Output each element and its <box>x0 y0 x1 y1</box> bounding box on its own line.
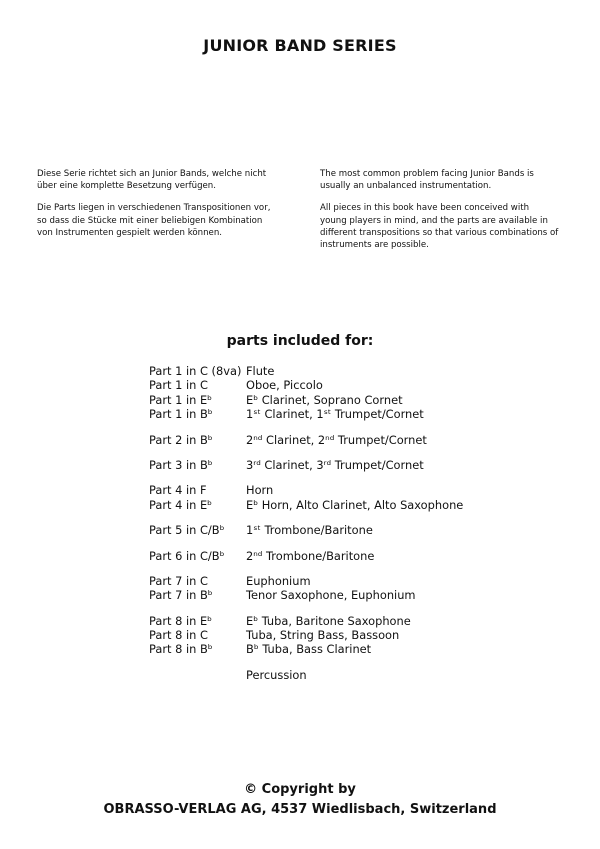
part-row <box>149 549 463 563</box>
part-label: Part 8 in C <box>149 628 208 643</box>
copyright-line: © Copyright by <box>244 782 356 797</box>
instrument-label: Eᵇ Tuba, Baritone Saxophone <box>246 613 411 628</box>
instrument-label: Percussion <box>246 667 307 682</box>
instrument-label: Bᵇ Tuba, Bass Clarinet <box>246 642 372 657</box>
parts-group <box>149 668 463 682</box>
part-label: Part 4 in F <box>149 483 207 498</box>
part-label: Part 7 in Bᵇ <box>149 588 213 603</box>
parts-group <box>149 614 463 657</box>
parts-group <box>149 433 463 447</box>
part-row <box>149 588 463 602</box>
instrument-label: 2ⁿᵈ Clarinet, 2ⁿᵈ Trumpet/Cornet <box>246 432 427 447</box>
publisher-line: OBRASSO-VERLAG AG, 4537 Wiedlisbach, Switzerland <box>103 802 497 817</box>
part-row <box>149 642 463 656</box>
parts-list <box>149 364 463 693</box>
part-row <box>149 378 463 392</box>
part-row <box>149 614 463 628</box>
part-row <box>149 628 463 642</box>
parts-group <box>149 549 463 563</box>
instrument-label: 3ʳᵈ Clarinet, 3ʳᵈ Trumpet/Cornet <box>246 457 424 472</box>
parts-group <box>149 364 463 422</box>
part-label: Part 5 in C/Bᵇ <box>149 523 225 538</box>
part-label: Part 8 in Bᵇ <box>149 642 213 657</box>
intro-english-paragraph: The most common problem facing Junior Bands is usually an unbalanced instrumentation. <box>320 169 534 192</box>
instrument-label: Tenor Saxophone, Euphonium <box>246 588 416 603</box>
instrument-label: 1ˢᵗ Clarinet, 1ˢᵗ Trumpet/Cornet <box>246 407 424 422</box>
instrument-label: Eᵇ Horn, Alto Clarinet, Alto Saxophone <box>246 497 464 512</box>
footer <box>0 780 600 820</box>
instrument-label: Oboe, Piccolo <box>246 378 323 393</box>
part-row <box>149 364 463 378</box>
part-label: Part 1 in Bᵇ <box>149 407 213 422</box>
parts-group <box>149 523 463 537</box>
intro-german <box>37 168 292 249</box>
part-row <box>149 433 463 447</box>
instrument-label: Tuba, String Bass, Bassoon <box>246 628 400 643</box>
parts-group <box>149 483 463 512</box>
intro-english-paragraph: All pieces in this book have been conceived with young players in mind, and the parts are available in different transpositions so that various combinations of instruments are possible. <box>320 203 559 251</box>
part-row <box>149 393 463 407</box>
instrument-label: Eᵇ Clarinet, Soprano Cornet <box>246 392 403 407</box>
part-row <box>149 574 463 588</box>
part-row <box>149 668 463 682</box>
part-label: Part 4 in Eᵇ <box>149 497 213 512</box>
parts-group <box>149 574 463 603</box>
part-row <box>149 523 463 537</box>
intro-german-paragraph: Die Parts liegen in verschiedenen Transpositionen vor, so dass die Stücke mit einer beliebigen Kombination von Instrumenten gespielt werden können. <box>37 203 271 238</box>
part-row <box>149 483 463 497</box>
part-label: Part 2 in Bᵇ <box>149 432 213 447</box>
instrument-label: Euphonium <box>246 573 311 588</box>
part-label: Part 1 in C <box>149 378 208 393</box>
part-row <box>149 498 463 512</box>
parts-group <box>149 458 463 472</box>
part-label: Part 1 in C (8va) <box>149 364 242 378</box>
part-label: Part 7 in C <box>149 573 208 588</box>
instrument-label: 2ⁿᵈ Trombone/Baritone <box>246 548 375 563</box>
instrument-label: Flute <box>246 364 275 378</box>
part-row <box>149 407 463 421</box>
instrument-label: 1ˢᵗ Trombone/Baritone <box>246 523 373 538</box>
parts-heading: parts included for: <box>226 333 374 349</box>
part-label: Part 8 in Eᵇ <box>149 613 213 628</box>
part-label <box>149 668 246 682</box>
instrument-label: Horn <box>246 483 274 498</box>
page-title: JUNIOR BAND SERIES <box>203 36 397 55</box>
intro-english <box>320 168 575 261</box>
part-label: Part 6 in C/Bᵇ <box>149 548 225 563</box>
part-label: Part 3 in Bᵇ <box>149 457 213 472</box>
part-row <box>149 458 463 472</box>
part-label: Part 1 in Eᵇ <box>149 392 213 407</box>
intro-german-paragraph: Diese Serie richtet sich an Junior Bands, welche nicht über eine komplette Besetzung verfügen. <box>37 169 267 192</box>
